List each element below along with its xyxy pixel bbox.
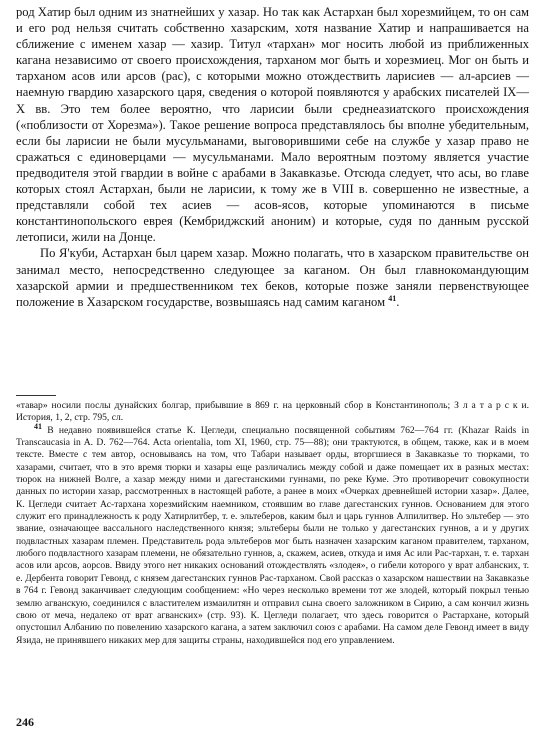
footnote-number: 41 (34, 421, 42, 431)
body-paragraph: род Хатир был одним из знатнейших у хазар. Но так как Астархан был хорезмийцем, то он сам и его род нельзя считать собственно хазарским, хотя название Хатир и напрашивается на сближение с именем хазар — хазир. Титул «тархан» мог носить любой из приближенных кагана независимо от своего происхождения, тарханом мог быть и хорезмиец. Мог он быть и тарханом асов или арсов (рас), с которыми можно отождествить ларисиев — ал-арсиев — наемную гвардию хазарского царя, сведения о которой появляются у арабских писателей IX—X вв. Это тем более вероятно, что ларисии были среднеазиатского происхождения («поблизости от Хорезма»). Такое решение вопроса представлялось бы вполне убедительным, если бы ларисии не были мусульманами, выговорившими себе на службе у хазар право не сражаться с единоверцами — мусульманами. Мало вероятным поэтому является участие предводителя этой гвардии в войне с арабами в Закавказье. Отсюда следует, что асы, во главе которых стоял Астархан, были не ларисии, к тому же в VIII в. совершенно не известные, а представляли собой тех асиев — асов-ясов, которые упоминаются в письме константинопольского еврея (Кембриджский аноним) и которые, судя по данным русской летописи, жили на Донце. (16, 5, 529, 245)
body-paragraph-text: По Я'куби, Астархан был царем хазар. Можно полагать, что в хазарском правительстве он занимал место, непосредственно следующее за каганом. Он был главнокомандующим хазарской армии и предшественником тех беков, которые позже заняли первенствующее положение в Хазарском государстве, возвышаясь над самим каганом (16, 246, 529, 309)
footnote-text: В недавно появившейся статье К. Цегледи, специально посвященной событиям 762—764 гг. (Khazar Raids in Transcaucasia in A. D. 762—764. Acta orientalia, tom XI, 1960, стр. 75—88); они трактуются, в общем, также, как и в моем тексте. Вместе с тем автор, основываясь на том, что Табари называет орды, вторгшиеся в Закавказье то тюрками, то хазарами, считает, что в это время тюрки и хазары еще различались между собой и даже помещает их в разных местах: тюрок на нижней Волге, а хазар между ними и дагестанскими гуннами, по реке Куме. Это противоречит совокупности данных по истории хазар, рассмотренных в настоящей работе, а ранее в моих «Очерках древнейшей истории хазар». Далее, К. Цегледи считает Ас-тархана хорезмийским наемником, стоявшим во главе дагестанских гуннов. Основанием для этого служит его принадлежность к роду Хатирлитбер, т. е. эльтеберов, каким был и царь гуннов Алпилитвер. Но эльтебер — это звание, означающее вассального наследственного князя; эльтеберы были не только у дагестанских гуннов, а и у других подвластных хазарам племен. Представитель рода эльтеберов мог быть назначен хазарским каганом правителем, тарханом, любого подвластного хазарам племени, не обязательно гуннов, а, скажем, асиев, откуда и имя Ас или Рас-тархан, т. е. тархан асов или арсов, аорсов. Ввиду этого нет никаких оснований отождествлять «злодея», о гибели которого у врат албанских, т. е. Дербента говорит Гевонд, с князем дагестанских гуннов Рас-тарханом. Свой рассказ о хазарском нашествии на Закавказье в 764 г. Гевонд заканчивает следующим сообщением: «Но через несколько времени тот же злодей, который покрыл тенью землю агванскую, соединился с властителем измаилитян и отправил сына своего заложником в Сирию, а сам кончил жизнь свою от меча, недалеко от врат агванских» (стр. 93). К. Цегледи полагает, что здесь говорится о Растархане, который опустошил Албанию по повелению хазарского кагана, а затем заключил союз с арабами. На самом деле Гевонд имеет в виду Язида, не принявшего никаких мер для защиты страны, находившейся под его управлением. (16, 424, 529, 646)
footnote-continuation: «тавар» носили послы дунайских болгар, прибывшие в 869 г. на церковный сбор в Константинополь; З л а т а р с к и. История, 1, 2, стр. 795, сл. (16, 400, 529, 424)
body-paragraph: По Я'куби, Астархан был царем хазар. Можно полагать, что в хазарском правительстве он занимал место, непосредственно следующее за каганом. Он был главнокомандующим хазарской армии и предшественником тех беков, которые позже заняли первенствующее положение в Хазарском государстве, возвышаясь над самим каганом $^{41}$. (16, 246, 529, 309)
footnotes (16, 400, 529, 647)
page-number: 246 (16, 715, 34, 729)
footnote-separator (16, 395, 56, 396)
footnote-reference: 41 (388, 293, 397, 303)
footnote-41 (16, 421, 529, 647)
main-text (16, 4, 529, 310)
